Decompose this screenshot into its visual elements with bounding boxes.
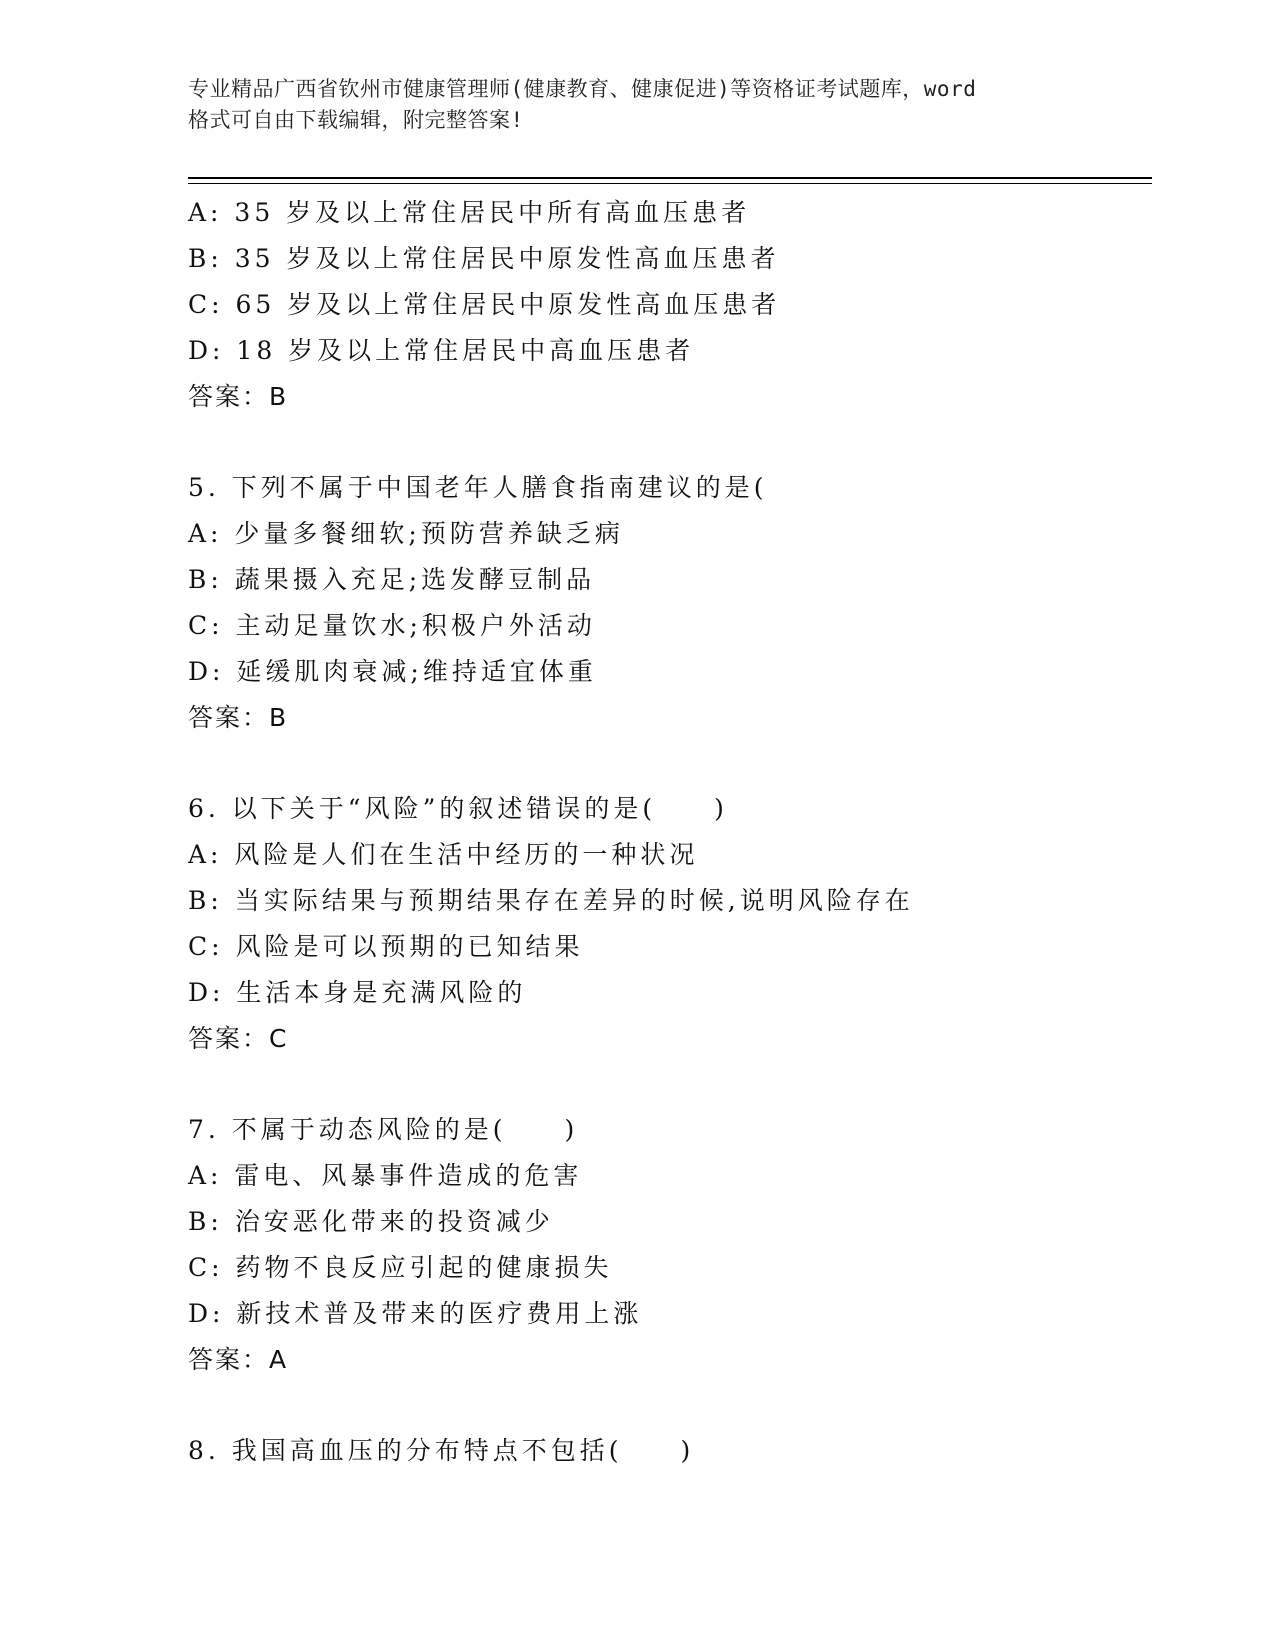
q5-option-c: C: 主动足量饮水;积极户外活动 — [188, 611, 596, 640]
q7-question: 7. 不属于动态风险的是( ) — [188, 1115, 579, 1144]
header-divider-thick — [188, 177, 1152, 179]
spacer — [188, 1062, 1148, 1107]
q7-option-c: C: 药物不良反应引起的健康损失 — [188, 1253, 613, 1282]
q6-option-a: A: 风险是人们在生活中经历的一种状况 — [188, 840, 699, 869]
q5-option-d: D: 延缓肌肉衰减;维持适宜体重 — [188, 657, 597, 686]
q5-option-a: A: 少量多餐细软;预防营养缺乏病 — [188, 519, 624, 548]
q7-option-b: B: 治安恶化带来的投资减少 — [188, 1207, 554, 1236]
spacer — [188, 1383, 1148, 1428]
q7-answer: 答案：A — [188, 1345, 289, 1374]
spacer — [188, 741, 1148, 786]
q6-option-d: D: 生活本身是充满风险的 — [188, 978, 527, 1007]
document-body — [188, 190, 1148, 1474]
q5-option-b: B: 蔬果摄入充足;选发酵豆制品 — [188, 565, 596, 594]
q7-option-a: A: 雷电、风暴事件造成的危害 — [188, 1161, 583, 1190]
question-4-block — [188, 190, 1148, 420]
q5-question: 5. 下列不属于中国老年人膳食指南建议的是( — [188, 473, 768, 502]
q6-option-c: C: 风险是可以预期的已知结果 — [188, 932, 584, 961]
question-5-block — [188, 465, 1148, 741]
q6-question: 6. 以下关于“风险”的叙述错误的是( ) — [188, 794, 728, 823]
q4-option-c: C: 65 岁及以上常住居民中原发性高血压患者 — [188, 290, 781, 319]
q5-answer: 答案：B — [188, 703, 289, 732]
question-6-block — [188, 786, 1148, 1062]
q6-answer: 答案：C — [188, 1024, 289, 1053]
question-7-block — [188, 1107, 1148, 1383]
q4-option-a: A: 35 岁及以上常住居民中所有高血压患者 — [188, 198, 751, 227]
q4-option-d: D: 18 岁及以上常住居民中高血压患者 — [188, 336, 695, 365]
q7-option-d: D: 新技术普及带来的医疗费用上涨 — [188, 1299, 643, 1328]
q6-option-b: B: 当实际结果与预期结果存在差异的时候,说明风险存在 — [188, 886, 914, 915]
header-divider-thin — [188, 183, 1152, 184]
header-line-2: 格式可自由下载编辑，附完整答案! — [188, 108, 524, 132]
q8-question: 8. 我国高血压的分布特点不包括( ) — [188, 1436, 695, 1465]
document-header — [188, 74, 1088, 136]
spacer — [188, 420, 1148, 465]
header-line-1: 专业精品广西省钦州市健康管理师(健康教育、健康促进)等资格证考试题库，word — [188, 77, 977, 101]
q4-answer: 答案：B — [188, 382, 289, 411]
question-8-block — [188, 1428, 1148, 1474]
q4-option-b: B: 35 岁及以上常住居民中原发性高血压患者 — [188, 244, 780, 273]
